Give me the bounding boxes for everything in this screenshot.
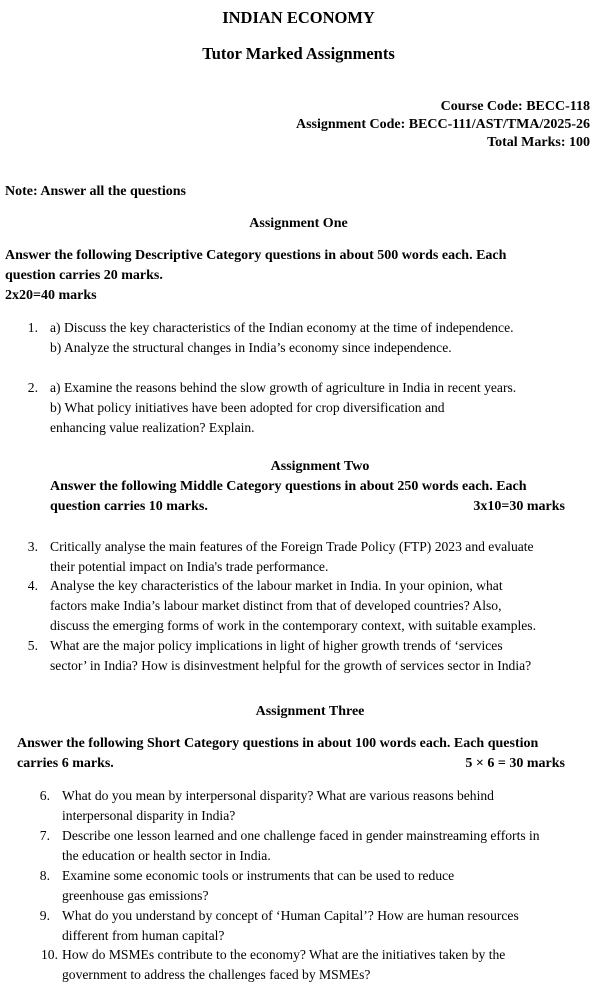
question-line: Describe one lesson learned and one challenge faced in gender mainstreaming efforts in	[62, 828, 540, 843]
question-text	[62, 945, 505, 985]
question-line: the education or health sector in India.	[62, 847, 271, 863]
question-number: 8.	[39, 868, 50, 883]
question-line: b) What policy initiatives have been adopted for crop diversification and	[50, 399, 445, 415]
note: Note: Answer all the questions	[5, 184, 186, 199]
question-text	[62, 786, 494, 826]
assignment-two-instruction-1: Answer the following Middle Category questions in about 250 words each. Each	[50, 479, 527, 494]
question-text	[50, 576, 536, 635]
assignment-one-instruction-1: Answer the following Descriptive Category questions in about 500 words each. Each	[5, 248, 507, 263]
assignment-two-heading: Assignment Two	[270, 459, 370, 474]
question-text	[50, 378, 516, 437]
question-line: their potential impact on India's trade performance.	[50, 558, 329, 574]
question-line: different from human capital?	[62, 927, 225, 943]
question-line: sector’ in India? How is disinvestment helpful for the growth of services sector in India?	[50, 657, 532, 673]
question-text	[50, 636, 531, 676]
assignment-three-heading: Assignment Three	[255, 704, 365, 719]
question-text	[62, 866, 454, 906]
question-line: What do you understand by concept of ‘Human Capital’? How are human resources	[62, 908, 519, 923]
question-number: 6.	[39, 788, 50, 803]
question-number: 7.	[39, 828, 50, 843]
question-line: a) Examine the reasons behind the slow growth of agriculture in India in recent years.	[50, 380, 517, 395]
question-number: 9.	[39, 908, 50, 923]
page-subtitle: Tutor Marked Assignments	[202, 44, 395, 63]
question-text	[62, 826, 540, 866]
question-line: a) Discuss the key characteristics of the Indian economy at the time of independence.	[50, 320, 514, 335]
question-line: What are the major policy implications in light of higher growth trends of ‘services	[50, 638, 503, 653]
question-line: factors make India’s labour market distinct from that of developed countries? Also,	[50, 597, 502, 613]
assignment-three-marks: 5 × 6 = 30 marks	[465, 756, 565, 771]
question-line: How do MSMEs contribute to the economy? What are the initiatives taken by the	[62, 947, 506, 962]
question-number: 2.	[27, 380, 38, 395]
question-text	[50, 537, 534, 577]
assignment-three-instruction-2: carries 6 marks.	[17, 756, 114, 771]
question-number: 1.	[27, 320, 38, 335]
assignment-code: Assignment Code: BECC-111/AST/TMA/2025-26	[295, 117, 590, 132]
question-line: b) Analyze the structural changes in India’s economy since independence.	[50, 339, 452, 355]
course-code: Course Code: BECC-118	[440, 99, 590, 114]
assignment-one-heading: Assignment One	[249, 216, 348, 231]
question-line: Examine some economic tools or instruments that can be used to reduce	[62, 868, 455, 883]
assignment-one-instruction-2: question carries 20 marks.	[5, 268, 163, 283]
question-number: 3.	[27, 539, 38, 554]
question-line: greenhouse gas emissions?	[62, 887, 209, 903]
question-number: 5.	[27, 638, 38, 653]
question-text	[62, 906, 519, 946]
question-line: Critically analyse the main features of the Foreign Trade Policy (FTP) 2023 and evaluate	[50, 539, 534, 554]
question-line: interpersonal disparity in India?	[62, 807, 236, 823]
question-number: 10.	[41, 947, 58, 962]
assignment-two-marks: 3x10=30 marks	[473, 499, 565, 514]
question-line: What do you mean by interpersonal disparity? What are various reasons behind	[62, 788, 494, 803]
page-title: INDIAN ECONOMY	[222, 8, 375, 27]
total-marks: Total Marks: 100	[487, 135, 590, 150]
assignment-three-instruction-1: Answer the following Short Category questions in about 100 words each. Each question	[17, 736, 539, 751]
question-number: 4.	[27, 578, 38, 593]
question-line: government to address the challenges faced by MSMEs?	[62, 966, 371, 982]
question-line: discuss the emerging forms of work in the contemporary context, with suitable examples.	[50, 617, 536, 633]
assignment-two-instruction-2: question carries 10 marks.	[50, 499, 208, 514]
question-line: enhancing value realization? Explain.	[50, 419, 255, 435]
question-text	[50, 318, 514, 358]
question-line: Analyse the key characteristics of the labour market in India. In your opinion, what	[50, 578, 503, 593]
assignment-one-marks: 2x20=40 marks	[5, 288, 97, 303]
